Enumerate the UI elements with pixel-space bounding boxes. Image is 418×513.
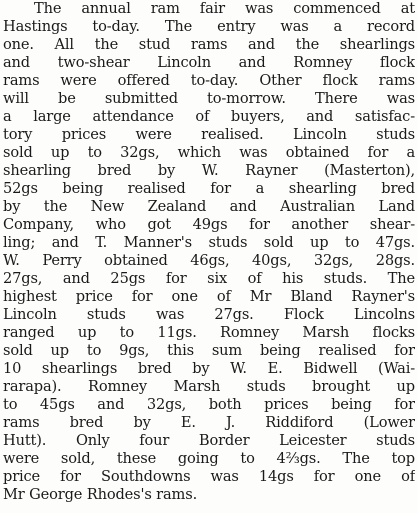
article-line: 10 shearlings bred by W. E. Bidwell (Wai- [3,360,415,377]
article-line: ling; and T. Manner's studs sold up to 47gs. [3,234,415,251]
article-line: highest price for one of Mr Bland Rayner's [3,288,415,305]
article-line: price for Southdowns was 14gs for one of [3,468,415,485]
article-line: one. All the stud rams and the shearlings [3,36,415,53]
article-line: 52gs being realised for a shearling bred [3,180,415,197]
article-line: and two-shear Lincoln and Romney flock [3,54,415,71]
article-line: ranged up to 11gs. Romney Marsh flocks [3,324,415,341]
article-line: were sold, these going to 4⅔gs. The top [3,450,415,467]
article-line: rams bred by E. J. Riddiford (Lower [3,414,415,431]
article-line: Company, who got 49gs for another shear- [3,216,415,233]
article-line: The annual ram fair was commenced at [34,0,415,17]
article-line: rams were offered to-day. Other flock rams [3,72,415,89]
article-line: tory prices were realised. Lincoln studs [3,126,415,143]
article-line: Mr George Rhodes's rams. [3,486,198,503]
article-line: Lincoln studs was 27gs. Flock Lincolns [3,306,415,323]
article-line: to 45gs and 32gs, both prices being for [3,396,415,413]
article-line: sold up to 9gs, this sum being realised for [3,342,415,359]
article-line: will be submitted to-morrow. There was [3,90,415,107]
article-line: Hutt). Only four Border Leicester studs [3,432,415,449]
article-line: Hastings to-day. The entry was a record [3,18,415,35]
article-line: 27gs, and 25gs for six of his studs. The [3,270,415,287]
article-line: W. Perry obtained 46gs, 40gs, 32gs, 28gs. [3,252,415,269]
article-line: sold up to 32gs, which was obtained for a [3,144,415,161]
article-line: a large attendance of buyers, and satisfac- [3,108,415,125]
article-line: rarapa). Romney Marsh studs brought up [3,378,415,395]
article-line: shearling bred by W. Rayner (Masterton), [3,162,415,179]
article-line: by the New Zealand and Australian Land [3,198,415,215]
